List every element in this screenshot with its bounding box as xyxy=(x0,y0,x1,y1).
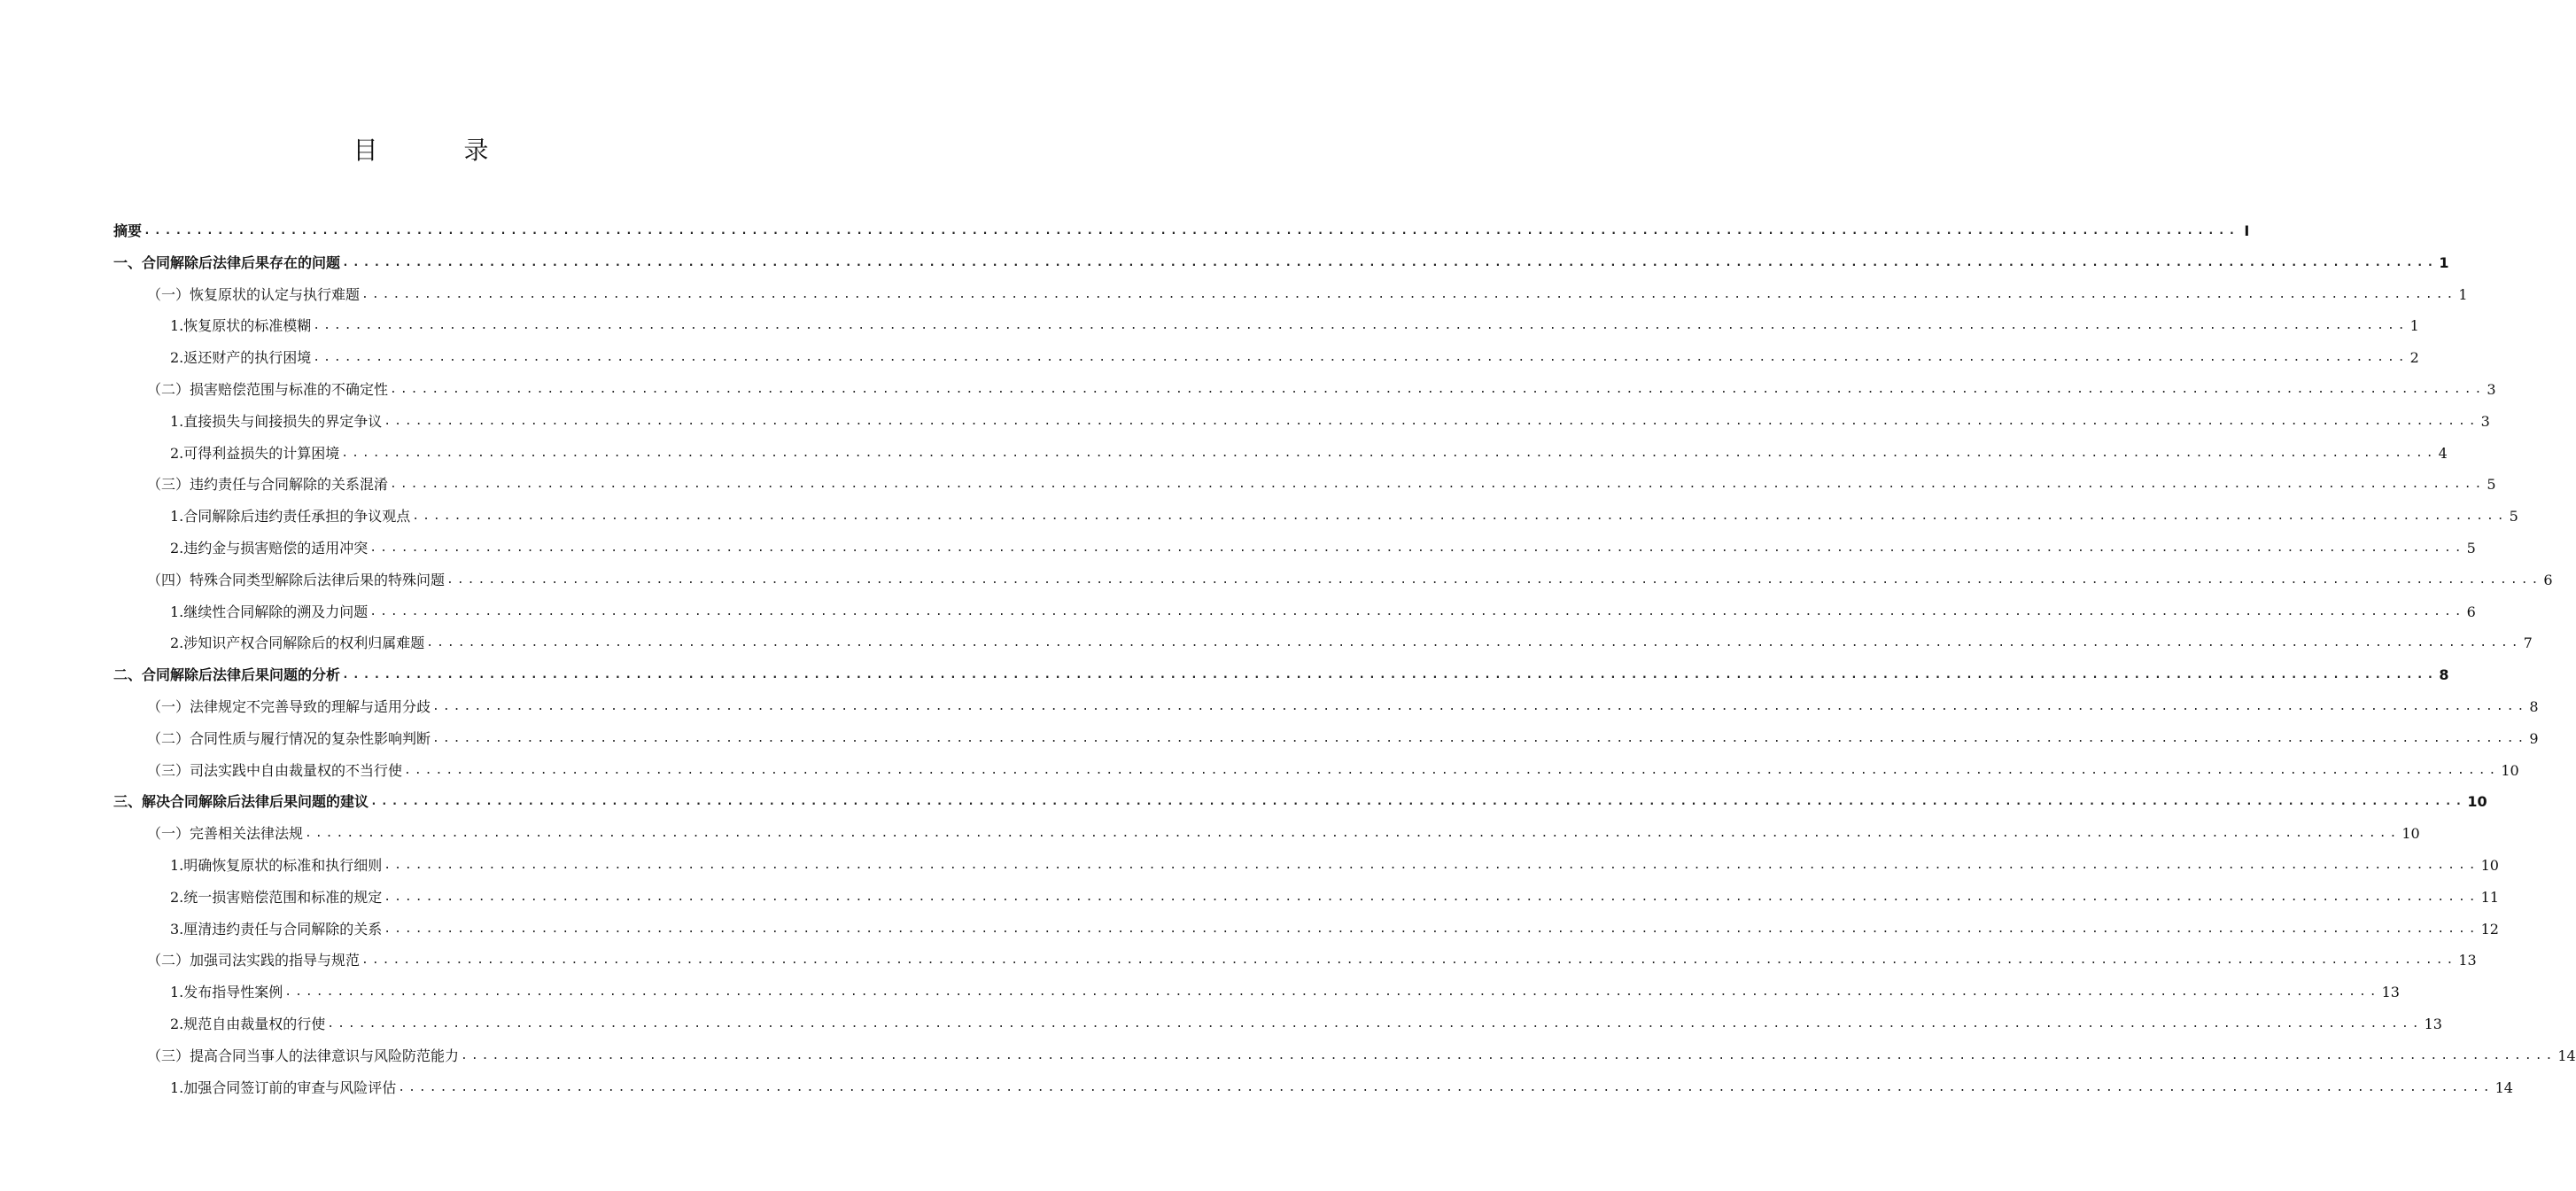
toc-entry-page-number: 10 xyxy=(2501,761,2519,779)
toc-entry-label: 2.可得利益损失的计算困境 xyxy=(170,444,340,462)
toc-entry-page-number: 7 xyxy=(2523,634,2533,652)
toc-entry-page-number: 5 xyxy=(2487,476,2496,494)
toc-entry[interactable] xyxy=(170,628,2533,658)
dot-leader: ........................................................................................................................................................................................................ xyxy=(361,954,2457,968)
dot-leader: ........................................................................................................................................................................................................ xyxy=(432,700,2528,713)
toc-entry-page-number: 1 xyxy=(2458,285,2468,303)
toc-entry-page-number: 10 xyxy=(2467,793,2487,811)
toc-entry-label: （二）合同性质与履行情况的复杂性影响判断 xyxy=(147,729,431,747)
toc-entry-label: 1.明确恢复原状的标准和执行细则 xyxy=(170,857,383,874)
toc-entry[interactable] xyxy=(113,660,2449,690)
toc-entry[interactable] xyxy=(147,565,2553,596)
toc-entry[interactable] xyxy=(170,311,2419,341)
page-title: 目 录 xyxy=(353,136,528,165)
dot-leader: ........................................................................................................................................................................................................ xyxy=(305,827,2401,841)
toc-entry-label: 三、解决合同解除后法律后果问题的建议 xyxy=(113,793,369,811)
toc-entry[interactable] xyxy=(170,343,2419,373)
toc-entry-page-number: 13 xyxy=(2458,952,2477,969)
toc-entry-page-number: 13 xyxy=(2424,1016,2442,1032)
toc-entry[interactable] xyxy=(147,692,2539,722)
dot-leader: ........................................................................................................................................................................................................ xyxy=(370,795,2466,809)
dot-leader: ........................................................................................................................................................................................................ xyxy=(432,731,2528,745)
toc-entry-page-number: 5 xyxy=(2509,508,2518,525)
toc-entry-label: （三）违约责任与合同解除的关系混淆 xyxy=(147,476,389,494)
toc-entry-label: （三）司法实践中自由裁量权的不当行使 xyxy=(147,761,403,779)
dot-leader: ........................................................................................................................................................................................................ xyxy=(404,763,2500,777)
dot-leader: ........................................................................................................................................................................................................ xyxy=(390,383,2486,396)
toc-entry-page-number: 8 xyxy=(2439,666,2449,684)
toc-entry[interactable] xyxy=(170,915,2499,945)
toc-entry-page-number: 5 xyxy=(2466,540,2476,557)
toc-entry-page-number: 1 xyxy=(2439,253,2449,271)
toc-entry-label: 一、合同解除后法律后果存在的问题 xyxy=(113,253,341,271)
toc-entry-page-number: 6 xyxy=(2543,571,2553,588)
toc-entry-label: （一）恢复原状的认定与执行难题 xyxy=(147,285,361,303)
toc-entry-label: （三）提高合同当事人的法律意识与风险防范能力 xyxy=(147,1047,460,1064)
toc-entry[interactable] xyxy=(147,1041,2576,1071)
toc-entry[interactable] xyxy=(147,819,2420,849)
dot-leader: ........................................................................................................................................................................................................ xyxy=(446,572,2542,587)
dot-leader: ........................................................................................................................................................................................................ xyxy=(384,922,2479,936)
dot-leader: ........................................................................................................................................................................................................ xyxy=(384,414,2479,428)
dot-leader: ........................................................................................................................................................................................................ xyxy=(390,478,2486,492)
toc-entry-label: 2.统一损害赔偿范围和标准的规定 xyxy=(170,888,383,906)
toc-entry-label: 2.涉知识产权合同解除后的权利归属难题 xyxy=(170,634,425,652)
toc-entry[interactable] xyxy=(147,946,2477,976)
toc-entry[interactable] xyxy=(170,439,2448,469)
toc-entry-page-number: 14 xyxy=(2557,1047,2576,1064)
toc-entry-page-number: 12 xyxy=(2480,920,2499,938)
toc-entry[interactable] xyxy=(170,1073,2513,1103)
toc-entry-page-number: 10 xyxy=(2480,857,2499,874)
dot-leader: ........................................................................................................................................................................................................ xyxy=(361,287,2457,301)
dot-leader: ........................................................................................................................................................................................................ xyxy=(461,1048,2557,1063)
toc-entry-page-number: 9 xyxy=(2529,729,2539,747)
dot-leader: ........................................................................................................................................................................................................ xyxy=(327,1017,2423,1031)
toc-entry[interactable] xyxy=(147,724,2539,754)
toc-entry-label: （四）特殊合同类型解除后法律后果的特殊问题 xyxy=(147,571,446,588)
dot-leader: ........................................................................................................................................................................................................ xyxy=(144,224,2239,237)
toc-entry[interactable] xyxy=(170,883,2499,913)
dot-leader: ........................................................................................................................................................................................................ xyxy=(342,668,2438,682)
toc-entry[interactable] xyxy=(113,787,2487,817)
toc-entry-page-number: 10 xyxy=(2401,825,2420,843)
toc-entry-label: 摘要 xyxy=(113,222,143,239)
toc-entry-label: （二）加强司法实践的指导与规范 xyxy=(147,952,361,969)
dot-leader: ........................................................................................................................................................................................................ xyxy=(369,604,2465,619)
dot-leader: ........................................................................................................................................................................................................ xyxy=(426,636,2522,650)
toc-entry-page-number: 3 xyxy=(2487,381,2496,398)
toc-entry-label: 1.发布指导性案例 xyxy=(170,984,283,1001)
dot-leader: ........................................................................................................................................................................................................ xyxy=(384,859,2479,872)
toc-entry-label: （二）损害赔偿范围与标准的不确定性 xyxy=(147,381,389,398)
toc-entry-page-number: 2 xyxy=(2409,349,2419,367)
toc-entry-page-number: 4 xyxy=(2438,444,2448,462)
toc-entry-page-number: 11 xyxy=(2480,888,2499,906)
toc-entry[interactable] xyxy=(170,1009,2442,1039)
toc-entry-label: （一）法律规定不完善导致的理解与适用分歧 xyxy=(147,698,431,715)
dot-leader: ........................................................................................................................................................................................................ xyxy=(369,541,2465,555)
dot-leader: ........................................................................................................................................................................................................ xyxy=(398,1080,2494,1094)
toc-entry[interactable] xyxy=(113,216,2250,246)
toc-entry-label: 1.直接损失与间接损失的界定争议 xyxy=(170,412,383,430)
dot-leader: ........................................................................................................................................................................................................ xyxy=(313,319,2409,333)
toc-entry-label: （一）完善相关法律法规 xyxy=(147,825,304,843)
dot-leader: ........................................................................................................................................................................................................ xyxy=(412,510,2508,524)
toc-entry[interactable] xyxy=(147,756,2519,786)
toc-entry-label: 2.规范自由裁量权的行使 xyxy=(170,1016,326,1032)
toc-entry[interactable] xyxy=(170,502,2518,532)
toc-entry-label: 2.返还财产的执行困境 xyxy=(170,349,312,367)
dot-leader: ........................................................................................................................................................................................................ xyxy=(384,890,2479,904)
toc-entry-label: 1.合同解除后违约责任承担的争议观点 xyxy=(170,508,411,525)
toc-entry[interactable] xyxy=(147,375,2496,405)
toc-entry-page-number: 13 xyxy=(2381,984,2400,1001)
toc-entry-label: 3.厘清违约责任与合同解除的关系 xyxy=(170,920,383,938)
toc-entry-label: 1.继续性合同解除的溯及力问题 xyxy=(170,603,369,620)
toc-entry-label: 二、合同解除后法律后果问题的分析 xyxy=(113,666,341,684)
toc-entry[interactable] xyxy=(170,407,2490,437)
dot-leader: ........................................................................................................................................................................................................ xyxy=(341,446,2437,460)
toc-entry[interactable] xyxy=(147,280,2468,310)
toc-entry[interactable] xyxy=(113,248,2449,278)
toc-entry-page-number: 1 xyxy=(2409,317,2419,335)
toc-entry[interactable] xyxy=(170,851,2499,881)
toc-entry[interactable] xyxy=(170,533,2476,564)
toc-entry-label: 1.恢复原状的标准模糊 xyxy=(170,317,312,335)
toc-entry-label: 2.违约金与损害赔偿的适用冲突 xyxy=(170,540,369,557)
toc-entry[interactable] xyxy=(170,977,2400,1008)
toc-entry-label: 1.加强合同签订前的审查与风险评估 xyxy=(170,1078,397,1096)
dot-leader: ........................................................................................................................................................................................................ xyxy=(342,255,2438,269)
dot-leader: ........................................................................................................................................................................................................ xyxy=(284,985,2380,1000)
dot-leader: ........................................................................................................................................................................................................ xyxy=(313,351,2409,365)
toc-entry-page-number: 3 xyxy=(2480,412,2490,430)
toc-entry[interactable] xyxy=(147,470,2496,500)
toc-entry-page-number: I xyxy=(2244,222,2250,239)
toc-entry[interactable] xyxy=(170,597,2476,627)
toc-entry-page-number: 8 xyxy=(2529,698,2539,715)
toc-entry-page-number: 6 xyxy=(2466,603,2476,620)
toc-entry-page-number: 14 xyxy=(2495,1078,2513,1096)
